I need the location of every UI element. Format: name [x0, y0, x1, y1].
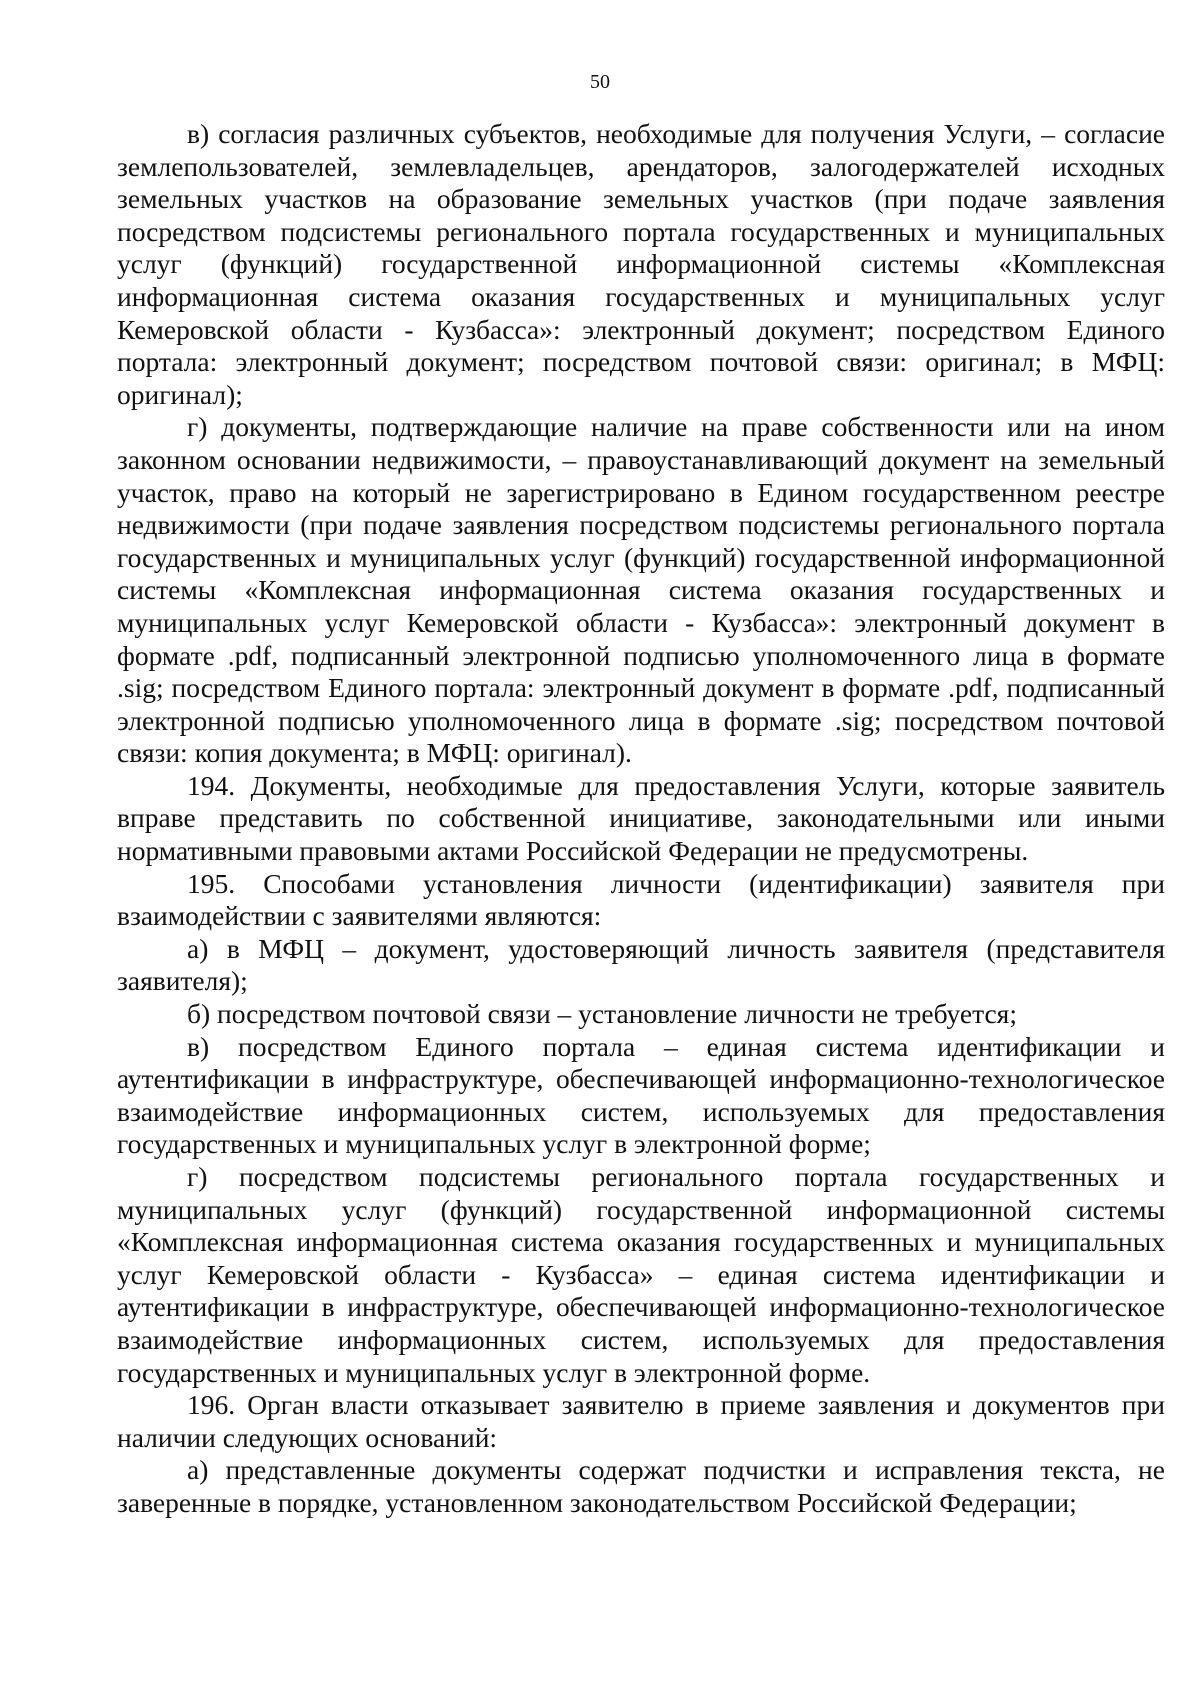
paragraph-195-g: г) посредством подсистемы регионального портала государственных и муниципальных услуг (функций) государственной информационной системы «Комплексная информационная система оказания государственных и муниципальных услуг Кемеровской области - Кузбасса» – единая система идентификации и аутентификации в инфраструктуре, обеспечивающей информационно-технологическое взаимодействие информационных систем, используемых для предоставления государственных и муниципальных услуг в электронной форме.: [117, 1161, 1165, 1388]
page-number: 50: [590, 71, 610, 93]
paragraph-consents: в) согласия различных субъектов, необходимые для получения Услуги, – согласие землепользователей, землевладельцев, арендаторов, залогодержателей исходных земельных участков на образование земельных участков (при подаче заявления посредством подсистемы регионального портала государственных и муниципальных услуг (функций) государственной информационной системы «Комплексная информационная система оказания государственных и муниципальных услуг Кемеровской области - Кузбасса»: электронный документ; посредством Единого портала: электронный документ; посредством почтовой связи: оригинал; в МФЦ: оригинал);: [117, 118, 1165, 410]
paragraph-196-a: а) представленные документы содержат подчистки и исправления текста, не заверенные в порядке, установленном законодательством Российской Федерации;: [117, 1454, 1165, 1518]
paragraph-195-b: б) посредством почтовой связи – установление личности не требуется;: [187, 998, 1017, 1030]
paragraph-196: 196. Орган власти отказывает заявителю в приеме заявления и документов при наличии следующих оснований:: [117, 1389, 1165, 1453]
paragraph-195-a: а) в МФЦ – документ, удостоверяющий личность заявителя (представителя заявителя);: [117, 932, 1165, 997]
paragraph-ownership-documents: г) документы, подтверждающие наличие на праве собственности или на ином законном основании недвижимости, – правоустанавливающий документ на земельный участок, право на который не зарегистрировано в Едином государственном реестре недвижимости (при подаче заявления посредством подсистемы регионального портала государственных и муниципальных услуг (функций) государственной информационной системы «Комплексная информационная система оказания государственных и муниципальных услуг Кемеровской области - Кузбасса»: электронный документ в формате .pdf, подписанный электронной подписью уполномоченного лица в формате .sig; посредством Единого портала: электронный документ в формате .pdf, подписанный электронной подписью уполномоченного лица в формате .sig; посредством почтовой связи: копия документа; в МФЦ: оригинал).: [117, 411, 1165, 769]
paragraph-195: 195. Способами установления личности (идентификации) заявителя при взаимодействии с заявителями являются:: [117, 867, 1165, 932]
document-body: [117, 118, 1165, 1520]
paragraph-195-v: в) посредством Единого портала – единая система идентификации и аутентификации в инфраструктуре, обеспечивающей информационно-технологическое взаимодействие информационных систем, используемых для предоставления государственных и муниципальных услуг в электронной форме;: [117, 1030, 1165, 1160]
paragraph-194: 194. Документы, необходимые для предоставления Услуги, которые заявитель вправе представить по собственной инициативе, законодательными или иными нормативными правовыми актами Российской Федерации не предусмотрены.: [117, 769, 1165, 867]
